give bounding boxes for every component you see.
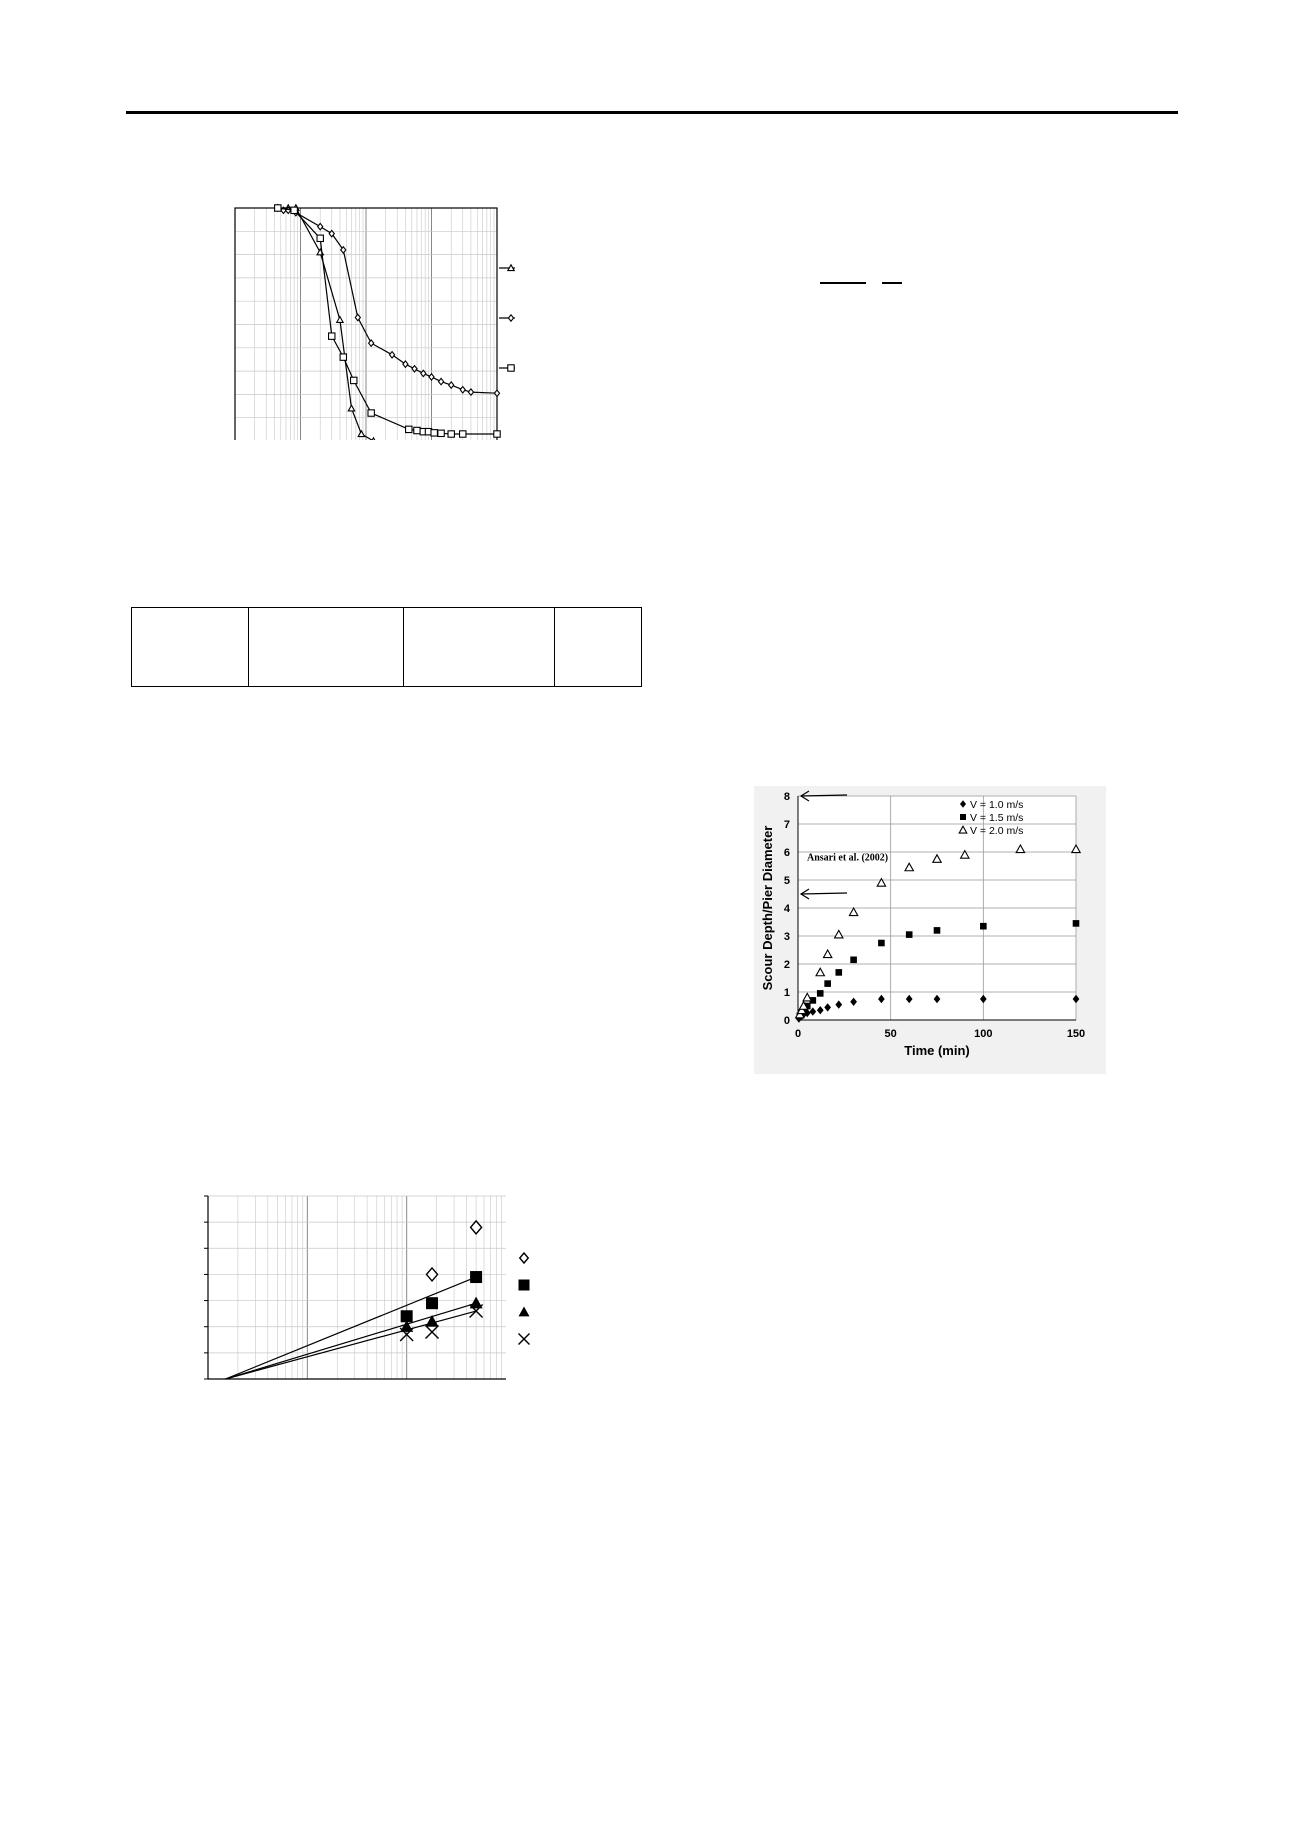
y-tick-label: 7 [783, 819, 790, 831]
reg-point [471, 1221, 482, 1234]
fit-line [225, 1277, 476, 1379]
grain-point [460, 387, 465, 393]
grain-series-diamond [275, 205, 499, 397]
x-tick-label: 100 [974, 1028, 993, 1040]
grain-series-line [278, 208, 374, 440]
grain-point [429, 374, 434, 380]
grain-point [403, 361, 408, 367]
scour-legend-marker [960, 814, 966, 820]
header-rule [126, 111, 1178, 114]
table-column-divider [248, 608, 249, 686]
y-tick-label: 6 [783, 847, 790, 859]
grain-point [494, 431, 500, 437]
x-tick-label: 50 [884, 1028, 897, 1040]
x-axis-label: Time (min) [904, 1043, 970, 1058]
grain-point [449, 382, 454, 388]
y-axis-label: Scour Depth/Pier Diameter [760, 825, 775, 991]
grain-series-line [278, 208, 497, 434]
reg-point [470, 1271, 482, 1283]
properties-table [131, 607, 642, 687]
legend-marker [520, 1253, 529, 1263]
equation [820, 282, 920, 288]
reg-series-square-filled [225, 1271, 482, 1379]
grain-point [275, 205, 281, 211]
grain-point [460, 431, 466, 437]
grain-point [351, 377, 357, 383]
scour-depth-chart [754, 786, 1106, 1074]
grain-size-chart [225, 200, 515, 440]
reg-point [426, 1268, 437, 1281]
scour-legend-label: V = 1.5 m/s [970, 812, 1024, 824]
grain-point [438, 430, 444, 436]
scour-point [878, 940, 885, 947]
reg-series-triangle-filled [225, 1297, 482, 1379]
grain-point [317, 235, 323, 241]
y-tick-label: 5 [783, 875, 790, 887]
legend-marker [508, 315, 513, 321]
grain-point [340, 354, 346, 360]
scour-point [934, 927, 941, 934]
reg-grid [208, 1196, 506, 1379]
legend-marker [519, 1280, 530, 1291]
grain-point [406, 426, 412, 432]
y-tick-label: 3 [783, 931, 790, 943]
scour-legend-label: V = 2.0 m/s [970, 825, 1024, 837]
scour-point [835, 969, 842, 976]
reg-point [426, 1297, 438, 1309]
y-tick-label: 4 [783, 903, 790, 915]
fraction-bar [820, 282, 866, 284]
grain-point [368, 410, 374, 416]
scour-point [817, 990, 824, 997]
grain-point [494, 390, 499, 396]
scour-legend-label: V = 1.0 m/s [970, 799, 1024, 811]
grain-point [291, 207, 297, 213]
grain-point [431, 430, 437, 436]
y-tick-label: 0 [783, 1015, 790, 1027]
grain-point [390, 352, 395, 358]
grain-point [448, 431, 454, 437]
grain-point [414, 427, 420, 433]
y-tick-label: 1 [783, 987, 790, 999]
x-tick-label: 0 [794, 1028, 802, 1040]
legend-marker [508, 365, 514, 371]
fit-line [225, 1303, 476, 1379]
grain-point [348, 405, 354, 411]
grain-grid [235, 208, 497, 440]
scour-point [980, 923, 987, 930]
scour-point [906, 931, 913, 938]
y-tick-label: 8 [783, 791, 790, 803]
ansari-annotation: Ansari et al. (2002) [807, 852, 889, 864]
grain-point [358, 431, 364, 437]
grain-point [337, 317, 343, 323]
y-tick-label: 2 [783, 959, 790, 971]
scour-point [824, 980, 831, 987]
grain-point [318, 223, 323, 229]
table-column-divider [554, 608, 555, 686]
grain-point [329, 333, 335, 339]
grain-series-triangle [275, 205, 377, 440]
fraction-bar [882, 282, 902, 284]
fit-line [225, 1311, 476, 1379]
scour-point [1073, 920, 1080, 927]
scour-point [850, 957, 857, 964]
x-tick-label: 150 [1066, 1028, 1086, 1040]
table-column-divider [403, 608, 404, 686]
legend-marker [519, 1307, 530, 1317]
grain-series-square [275, 205, 501, 437]
regression-chart [200, 1192, 540, 1387]
grain-point [439, 378, 444, 384]
